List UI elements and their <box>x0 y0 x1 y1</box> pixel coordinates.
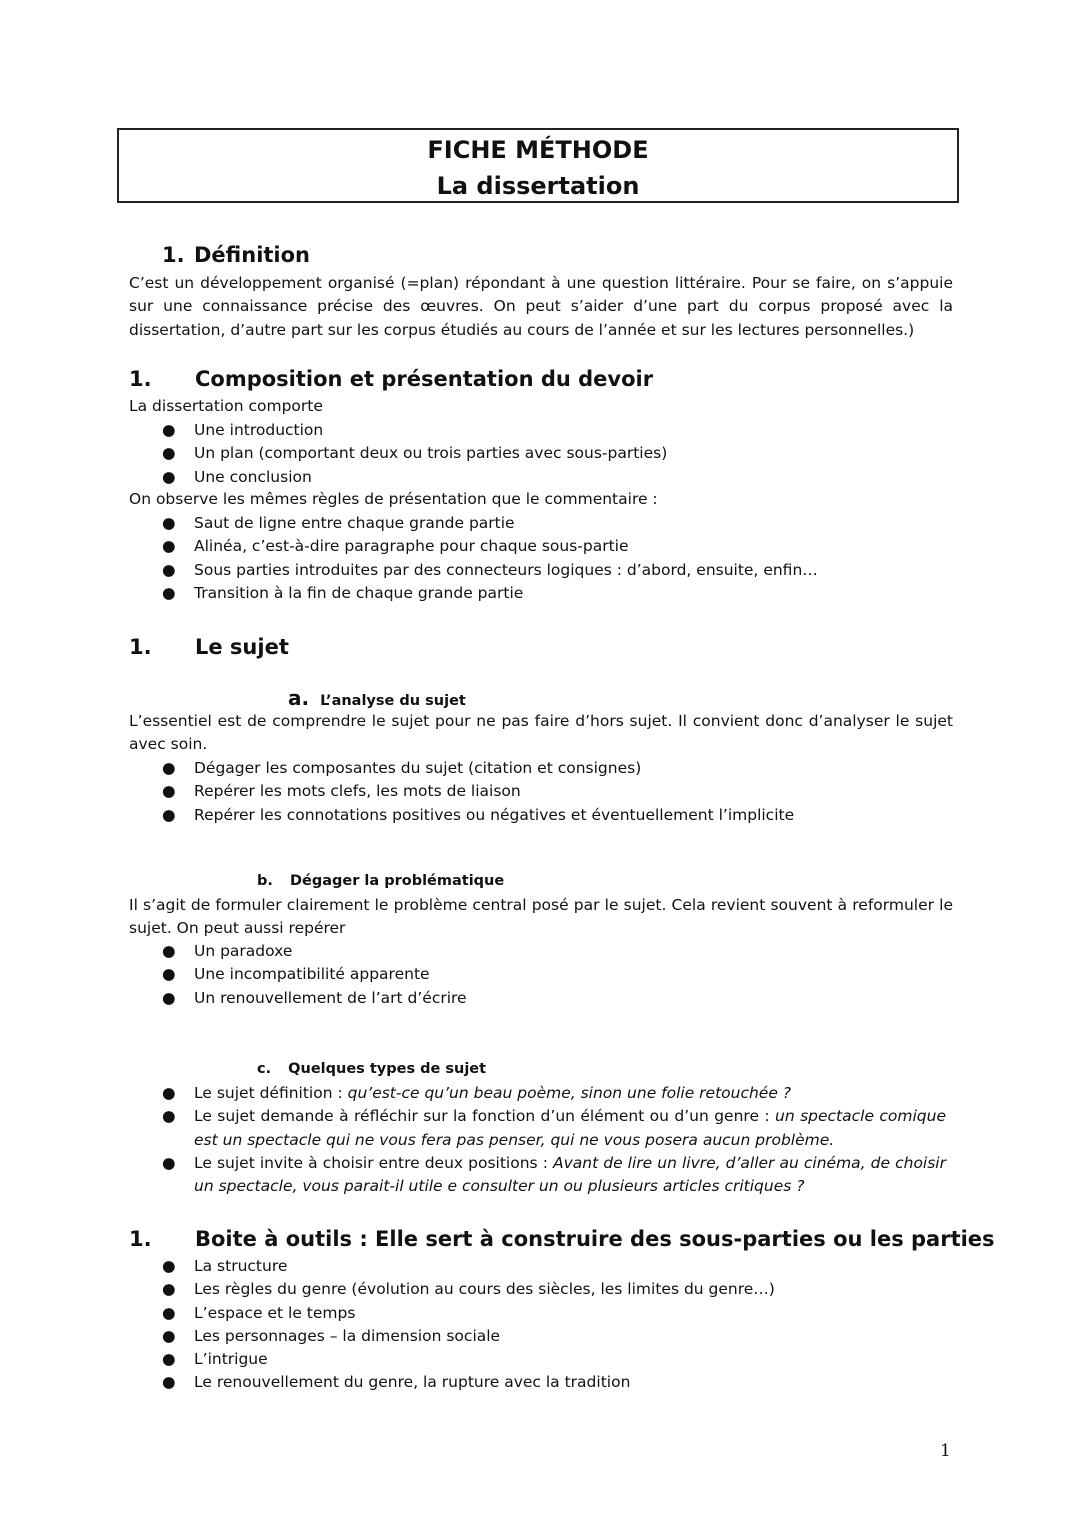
bullet-icon: ● <box>162 560 176 579</box>
list-item: ● Une conclusion <box>162 466 962 489</box>
list-item: ● Le sujet définition : qu’est-ce qu’un beau poème, sinon une folie retouchée ? <box>162 1082 952 1105</box>
bullet-icon: ● <box>162 782 176 801</box>
list-item: ● Repérer les connotations positives ou négatives et éventuellement l’implicite <box>162 804 962 827</box>
list-item: ● La structure <box>162 1255 962 1278</box>
subheading-text: Quelques types de sujet <box>288 1061 487 1077</box>
list-item: ● L’intrigue <box>162 1348 962 1371</box>
list-item: ● Le renouvellement du genre, la rupture avec la tradition <box>162 1371 962 1394</box>
analyse-list <box>162 757 962 827</box>
list-item: ● Un paradoxe <box>162 940 962 963</box>
list-item: ● Une incompatibilité apparente <box>162 963 962 986</box>
heading-number: 1. <box>162 243 185 267</box>
bullet-icon: ● <box>162 965 176 984</box>
composition-intro: La dissertation comporte <box>129 397 323 415</box>
bullet-icon: ● <box>162 1280 176 1299</box>
bullet-icon: ● <box>162 1153 176 1172</box>
bullet-icon: ● <box>162 1350 176 1369</box>
subheading-letter: a. <box>288 686 310 710</box>
bullet-icon: ● <box>162 537 176 556</box>
list-item: ● Le sujet invite à choisir entre deux positions : Avant de lire un livre, d’aller au cinéma, de choisir un spectacle, vous parait-il utile e consulter un ou plusieurs articles critiques ? <box>162 1153 946 1196</box>
list-item: ● Alinéa, c’est-à-dire paragraphe pour chaque sous-partie <box>162 535 962 558</box>
list-item: ● Un renouvellement de l’art d’écrire <box>162 987 962 1010</box>
problematique-paragraph: Il s’agit de formuler clairement le problème central posé par le sujet. Cela revient souvent à reformuler le sujet. On peut aussi repérer <box>129 896 953 938</box>
outils-list <box>162 1255 962 1395</box>
list-item: ● Les règles du genre (évolution au cours des siècles, les limites du genre…) <box>162 1278 962 1301</box>
subheading-text: Dégager la problématique <box>289 873 505 889</box>
list-item: ● Les personnages – la dimension sociale <box>162 1325 962 1348</box>
bullet-icon: ● <box>162 1303 176 1322</box>
types-list <box>162 1082 952 1198</box>
heading-text: Le sujet <box>195 635 289 659</box>
heading-number: 1. <box>129 635 152 659</box>
page-number: 1 <box>940 1441 951 1461</box>
analyse-paragraph: L’essentiel est de comprendre le sujet pour ne pas faire d’hors sujet. Il convient donc d’analyser le sujet avec soin. <box>129 712 953 754</box>
bullet-icon: ● <box>162 805 176 824</box>
bullet-icon: ● <box>162 583 176 602</box>
list-item: ● L’espace et le temps <box>162 1302 962 1325</box>
list-item: ● Sous parties introduites par des connecteurs logiques : d’abord, ensuite, enfin… <box>162 559 962 582</box>
heading-number: 1. <box>129 1227 152 1251</box>
subheading-text: L’analyse du sujet <box>320 693 466 709</box>
list-item: ● Le sujet demande à réfléchir sur la fonction d’un élément ou d’un genre : un spectacle comique est un spectacle qui ne vous fera pas penser, qui ne vous posera aucun problème. <box>162 1107 946 1149</box>
bullet-icon: ● <box>162 988 176 1007</box>
problematique-list <box>162 940 962 1010</box>
bullet-icon: ● <box>162 421 176 439</box>
list-item: ● Repérer les mots clefs, les mots de liaison <box>162 780 962 803</box>
composition-intro-2: On observe les mêmes règles de présentation que le commentaire : <box>129 490 658 508</box>
list-item: ● Une introduction <box>162 419 962 442</box>
subheading-letter: b. <box>257 873 273 889</box>
bullet-icon: ● <box>162 444 176 463</box>
title-box <box>117 128 959 203</box>
bullet-icon: ● <box>162 1257 176 1275</box>
heading-text: Composition et présentation du devoir <box>195 367 654 391</box>
document-title: FICHE MÉTHODE <box>427 136 649 164</box>
definition-paragraph: C’est un développement organisé (=plan) répondant à une question littéraire. Pour se faire, on s’appuie sur une connaissance précise des œuvres. On peut s’aider d’une part du corpus proposé avec la dissertation, d’autre part sur les corpus étudiés au cours de l’année et sur les lectures personnelles.) <box>129 274 953 339</box>
bullet-icon: ● <box>162 467 176 486</box>
list-item: ● Saut de ligne entre chaque grande partie <box>162 512 962 535</box>
subheading-types <box>257 1061 486 1077</box>
list-item: ● Dégager les composantes du sujet (citation et consignes) <box>162 757 962 780</box>
bullet-icon: ● <box>162 1326 176 1345</box>
heading-number: 1. <box>129 367 152 391</box>
heading-text: Définition <box>194 243 311 267</box>
subheading-analyse <box>288 686 466 710</box>
list-item: ● Transition à la fin de chaque grande partie <box>162 582 962 605</box>
bullet-icon: ● <box>162 1084 176 1102</box>
subheading-letter: c. <box>257 1061 272 1077</box>
presentation-rules-list <box>162 512 962 605</box>
bullet-icon: ● <box>162 1107 176 1126</box>
composition-list <box>162 419 962 489</box>
document-subtitle: La dissertation <box>436 172 640 200</box>
heading-text: Boite à outils : Elle sert à construire des sous-parties ou les parties <box>195 1227 995 1251</box>
bullet-icon: ● <box>162 1373 176 1392</box>
bullet-icon: ● <box>162 942 176 960</box>
list-item: ● Un plan (comportant deux ou trois parties avec sous-parties) <box>162 442 962 465</box>
subheading-problematique <box>257 873 504 889</box>
bullet-icon: ● <box>162 514 176 532</box>
bullet-icon: ● <box>162 759 176 777</box>
